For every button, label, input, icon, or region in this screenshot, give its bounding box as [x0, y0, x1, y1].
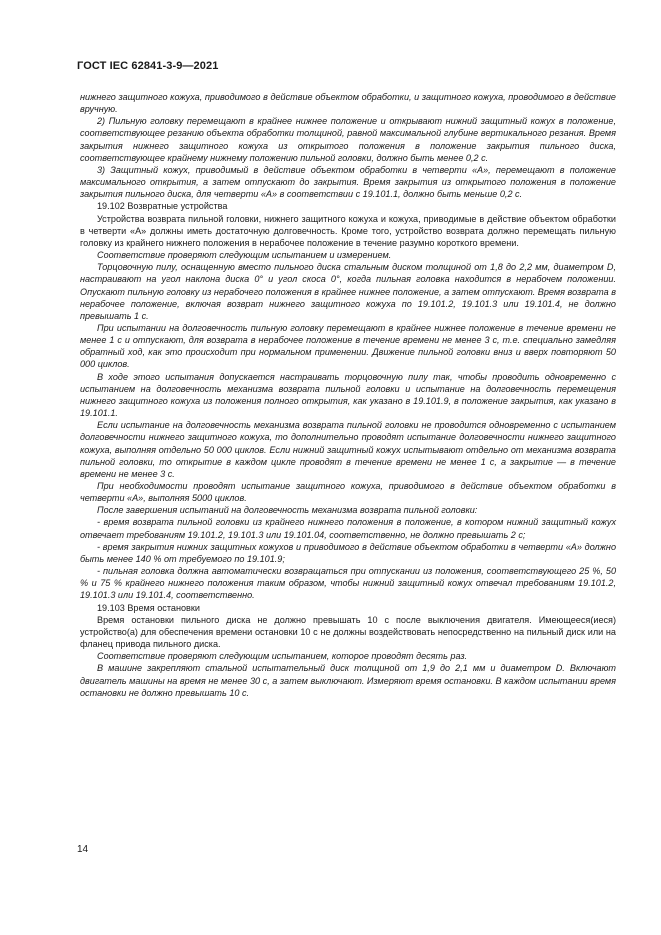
list-item: - время возврата пильной головки из крайнего нижнего положения в положение, в котором нижний защитный кожух отвечает требованиям 19.101.2, 19.101.3 или 19.101.04, соответственно, не должно превышать 2 с;	[80, 517, 616, 540]
paragraph: В ходе этого испытания допускается настраивать торцовочную пилу так, чтобы проводить одновременно с испытанием на долговечность механизма возврата пильной головки и испытание на долговечность перемещения нижнего защитного кожуха из положения полного открытия, как указано в 19.101.9, в положение закрытия, как указано в 19.101.1.	[80, 371, 616, 419]
paragraph: 2) Пильную головку перемещают в крайнее нижнее положение и открывают нижний защитный кожух в положение, соответствующее резанию объекта обработки толщиной, равной максимальной глубине вертикального резания. Время закрытия нижнего защитного кожуха из открытого положения в положение закрытия пильного диска, соответствующее крайнему нижнему положению пильной головки, должно быть менее 0,2 с.	[80, 116, 616, 163]
section-heading: 19.102 Возвратные устройства	[97, 201, 228, 212]
paragraph: Соответствие проверяют следующим испытанием и измерением.	[97, 250, 392, 261]
paragraph: При испытании на долговечность пильную головку перемещают в крайнее нижнее положение в течение времени не менее 1 с и отпускают, для возврата в нерабочее положение в течение времени не менее 3 с, т.е. специально замедляя обратный ход, как это происходит при нормальном применении. Движение пильной головки вниз и вверх повторяют 50 000 циклов.	[80, 322, 616, 370]
list-item: - пильная головка должна автоматически возвращаться при отпускании из положения, соответствующего 25 %, 50 % и 75 % крайнего нижнего положения таким образом, чтобы нижний защитный кожух отвечал требованиям 19.101.2, 19.101.3 или 19.101.4, соответственно.	[80, 566, 616, 601]
section-heading: 19.103 Время остановки	[97, 602, 200, 613]
paragraph: нижнего защитного кожуха, приводимого в действие объектом обработки, и защитного кожуха, проводимого в действие вручную.	[80, 92, 616, 115]
paragraph: 3) Защитный кожух, приводимый в действие объектом обработки в четверти «А», перемещают в положение максимального открытия, а затем отпускают до закрытия. Время закрытия из открытого положения в положение закрытия пильного диска, для четверти «А» в соответствии с 19.101.1, должно быть меньше 0,2 с.	[80, 164, 616, 200]
paragraph: После завершения испытаний на долговечность механизма возврата пильной головки:	[97, 505, 478, 516]
paragraph: Торцовочную пилу, оснащенную вместо пильного диска стальным диском толщиной от 1,8 до 2,2 мм, диаметром D, настраивают на угол наклона диска 0° и угол скоса 0°, когда пильная головка находится в нерабочем положении. Опускают пильную головку из нерабочего положения в крайнее нижнее положение, а затем отпускают. Время возврата в нерабочее положение, включая возврат нижнего защитного кожуха по 19.101.2, 19.101.3 или 19.101.4, не должно превышать 1 с.	[80, 262, 616, 321]
paragraph: При необходимости проводят испытание защитного кожуха, приводимого в действие объектом обработки в четверти «А», выполняя 5000 циклов.	[80, 481, 616, 504]
page-number: 14	[77, 844, 89, 855]
standard-header: ГОСТ IEC 62841-3-9—2021	[77, 60, 219, 72]
paragraph: Устройства возврата пильной головки, нижнего защитного кожуха и кожуха, приводимые в действие объектом обработки в четверти «А» должны иметь достаточную долговечность. Кроме того, устройство возврата должно перемещать пильную головку из крайнего нижнего положения в нерабочее положение в течение разумно короткого времени.	[80, 213, 616, 248]
paragraph: Если испытание на долговечность механизма возврата пильной головки не проводится одновременно с испытанием долговечности нижнего защитного кожуха, то дополнительно проводят испытание долговечности нижнего защитного кожуха, выполняя отдельно 50 000 циклов. Если нижний защитный кожух испытывают отдельно от механизма возврата пильной головки, то открытие в каждом цикле проводят в течение времени не менее 1 с, а закрытие — в течение времени не менее 3 с.	[80, 420, 616, 479]
paragraph: В машине закрепляют стальной испытательный диск толщиной от 1,9 до 2,1 мм и диаметром D. Включают двигатель машины на время не менее 30 с, а затем выключают. Измеряют время остановки. В каждом испытании время остановки не должно превышать 10 с.	[80, 663, 616, 698]
list-item: - время закрытия нижних защитных кожухов и приводимого в действие объектом обработки в четверти «А» должно быть менее 140 % от требуемого по 19.101.9;	[80, 541, 616, 564]
paragraph: Соответствие проверяют следующим испытанием, которое проводят десять раз.	[97, 651, 468, 662]
paragraph: Время остановки пильного диска не должно превышать 10 с после выключения двигателя. Имеющееся(иеся) устройство(а) для обеспечения времени остановки 10 с не должны воздействовать непосредственно на пильный диск или на фланец привода пильного диска.	[80, 614, 616, 650]
document-body	[80, 91, 616, 699]
